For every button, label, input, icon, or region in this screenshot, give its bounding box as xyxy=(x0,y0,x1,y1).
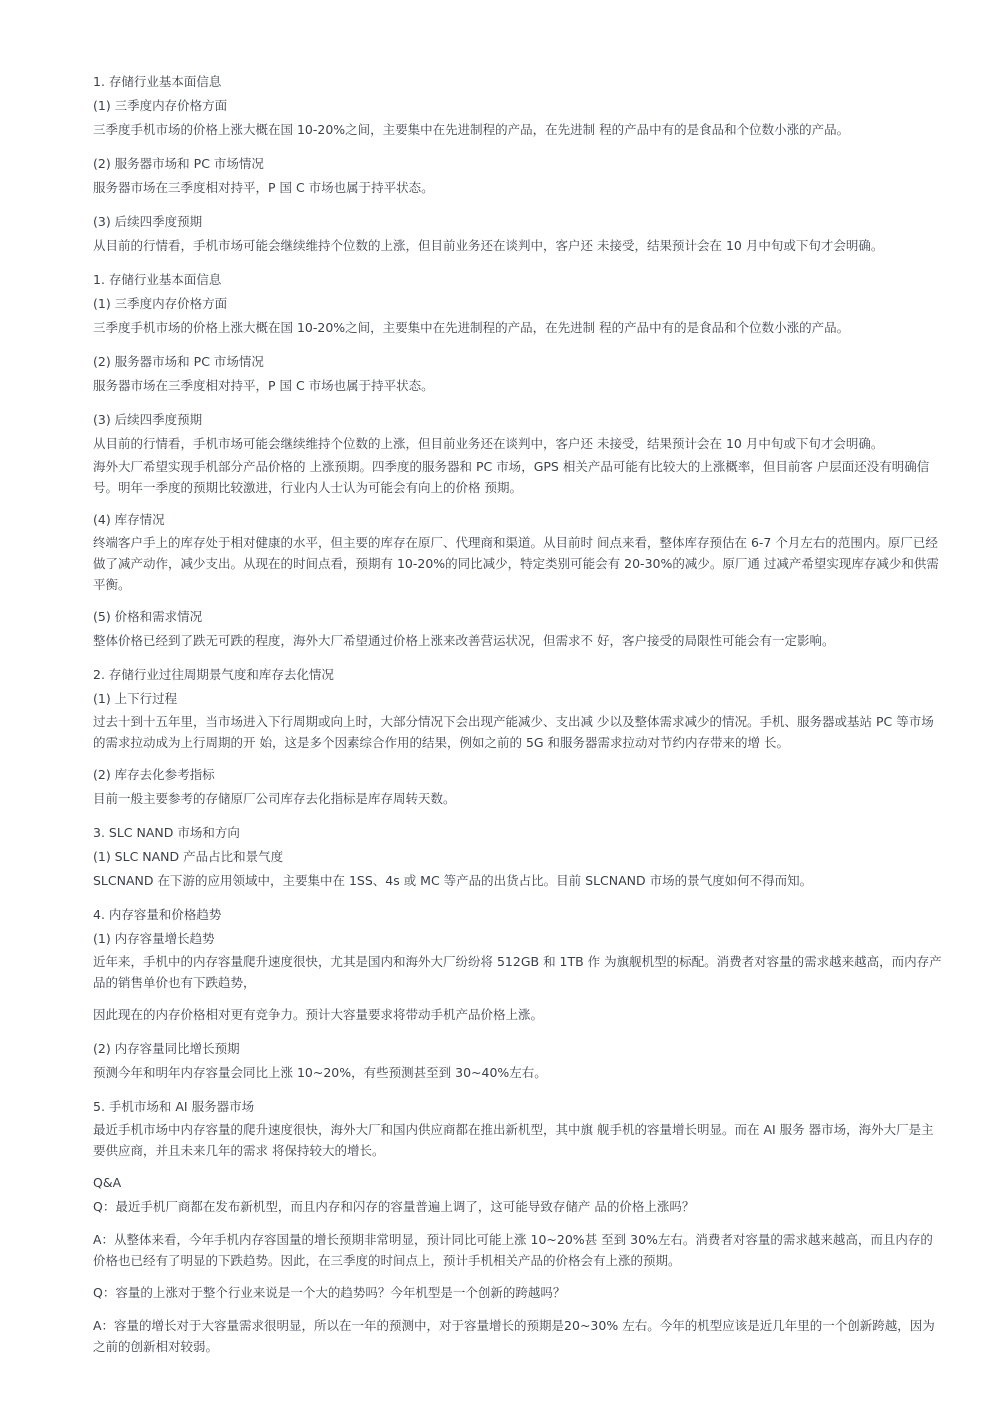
text-line: (5) 价格和需求情况 xyxy=(93,609,203,624)
text-line: 1. 存储行业基本面信息 xyxy=(93,74,222,89)
text-line: 因此现在的内存价格相对更有竞争力。预计大容量要求将带动手机产品价格上涨。 xyxy=(93,1007,544,1022)
paragraph: 终端客户手上的库存处于相对健康的水平，但主要的库存在原厂、代理商和渠道。从目前时 间点来看，整体库存预估在 6-7 个月左右的范围内。原厂已经做了减产动作，减少支出。从现在的时间点看，预期有 10-20%的同比减少，特定类别可能会有 20-30%的减少。原厂通 过减产希望实现库存减少和供需平衡。 xyxy=(93,535,939,592)
text-line: (1) SLC NAND 产品占比和景气度 xyxy=(93,849,284,864)
text-line: 三季度手机市场的价格上涨大概在国 10-20%之间，主要集中在先进制程的产品，在先进制 程的产品中有的是食品和个位数小涨的产品。 xyxy=(93,122,850,137)
paragraph: 过去十到十五年里，当市场进入下行周期或向上时，大部分情况下会出现产能减少、支出减 少以及整体需求减少的情况。手机、服务器或基站 PC 等市场的需求拉动成为上行周期的开 始，这是多个因素综合作用的结果，例如之前的 5G 和服务器需求拉动对节约内存带来的增 长。 xyxy=(93,714,934,750)
text-line: 目前一般主要参考的存储原厂公司库存去化指标是库存周转天数。 xyxy=(93,791,456,806)
text-line: SLCNAND 在下游的应用领域中，主要集中在 1SS、4s 或 MC 等产品的出货占比。目前 SLCNAND 市场的景气度如何不得而知。 xyxy=(93,873,813,888)
text-line: (2) 内存容量同比增长预期 xyxy=(93,1041,240,1056)
text-line: (3) 后续四季度预期 xyxy=(93,412,203,427)
text-line: (2) 服务器市场和 PC 市场情况 xyxy=(93,354,264,369)
text-line: 服务器市场在三季度相对持平，P 国 C 市场也属于持平状态。 xyxy=(93,180,434,195)
text-line: 5. 手机市场和 AI 服务器市场 xyxy=(93,1099,255,1114)
paragraph: A：容量的增长对于大容量需求很明显，所以在一年的预测中，对于容量增长的预期是20~30% 左右。今年的机型应该是近几年里的一个创新跨越，因为之前的创新相对较弱。 xyxy=(93,1318,935,1354)
text-line: 1. 存储行业基本面信息 xyxy=(93,272,222,287)
text-line: (4) 库存情况 xyxy=(93,512,165,527)
document-body xyxy=(93,70,945,1357)
text-line: 2. 存储行业过往周期景气度和库存去化情况 xyxy=(93,667,334,682)
text-line: Q：最近手机厂商都在发布新机型，而且内存和闪存的容量普遍上调了，这可能导致存储产 品的价格上涨吗？ xyxy=(93,1199,695,1214)
text-line: (1) 上下行过程 xyxy=(93,691,178,706)
text-line: (2) 服务器市场和 PC 市场情况 xyxy=(93,156,264,171)
paragraph: 近年来，手机中的内存容量爬升速度很快，尤其是国内和海外大厂纷纷将 512GB 和 1TB 作 为旗舰机型的标配。消费者对容量的需求越来越高，而内存产品的销售单价也有下跌趋势， xyxy=(93,954,942,990)
text-line: 从目前的行情看，手机市场可能会继续维持个位数的上涨，但目前业务还在谈判中，客户还 未接受，结果预计会在 10 月中旬或下旬才会明确。 xyxy=(93,238,884,253)
paragraph: 最近手机市场中内存容量的爬升速度很快，海外大厂和国内供应商都在推出新机型，其中旗 舰手机的容量增长明显。而在 AI 服务 器市场，海外大厂是主要供应商，并且未来几年的需求 将保持较大的增长。 xyxy=(93,1122,934,1158)
text-line: (1) 内存容量增长趋势 xyxy=(93,931,215,946)
text-line: 从目前的行情看，手机市场可能会继续维持个位数的上涨，但目前业务还在谈判中，客户还 未接受，结果预计会在 10 月中旬或下旬才会明确。 xyxy=(93,436,884,451)
text-line: (1) 三季度内存价格方面 xyxy=(93,296,228,311)
paragraph: A：从整体来看，今年手机内存容国量的增长预期非常明显，预计同比可能上涨 10~20%甚 至到 30%左右。消费者对容量的需求越来越高，而且内存的价格也已经有了明显的下跌趋势。因此，在三季度的时间点上，预计手机相关产品的价格会有上涨的预期。 xyxy=(93,1232,933,1268)
text-line: Q&A xyxy=(93,1175,122,1190)
text-line: 整体价格已经到了跌无可跌的程度，海外大厂希望通过价格上涨来改善营运状况，但需求不 好，客户接受的局限性可能会有一定影响。 xyxy=(93,633,835,648)
text-line: 三季度手机市场的价格上涨大概在国 10-20%之间，主要集中在先进制程的产品，在先进制 程的产品中有的是食品和个位数小涨的产品。 xyxy=(93,320,850,335)
text-line: (2) 库存去化参考指标 xyxy=(93,767,215,782)
text-line: 3. SLC NAND 市场和方向 xyxy=(93,825,240,840)
text-line: 服务器市场在三季度相对持平，P 国 C 市场也属于持平状态。 xyxy=(93,378,434,393)
paragraph: 海外大厂希望实现手机部分产品价格的 上涨预期。四季度的服务器和 PC 市场，GPS 相关产品可能有比较大的上涨概率，但目前客 户层面还没有明确信号。明年一季度的预期比较激进，行业内人士认为可能会有向上的价格 预期。 xyxy=(93,459,930,495)
text-line: 4. 内存容量和价格趋势 xyxy=(93,907,222,922)
text-line: 预测今年和明年内存容量会同比上涨 10~20%，有些预测甚至到 30~40%左右。 xyxy=(93,1065,547,1080)
text-line: Q：容量的上涨对于整个行业来说是一个大的趋势吗？今年机型是一个创新的跨越吗？ xyxy=(93,1285,566,1300)
text-line: (3) 后续四季度预期 xyxy=(93,214,203,229)
text-line: (1) 三季度内存价格方面 xyxy=(93,98,228,113)
